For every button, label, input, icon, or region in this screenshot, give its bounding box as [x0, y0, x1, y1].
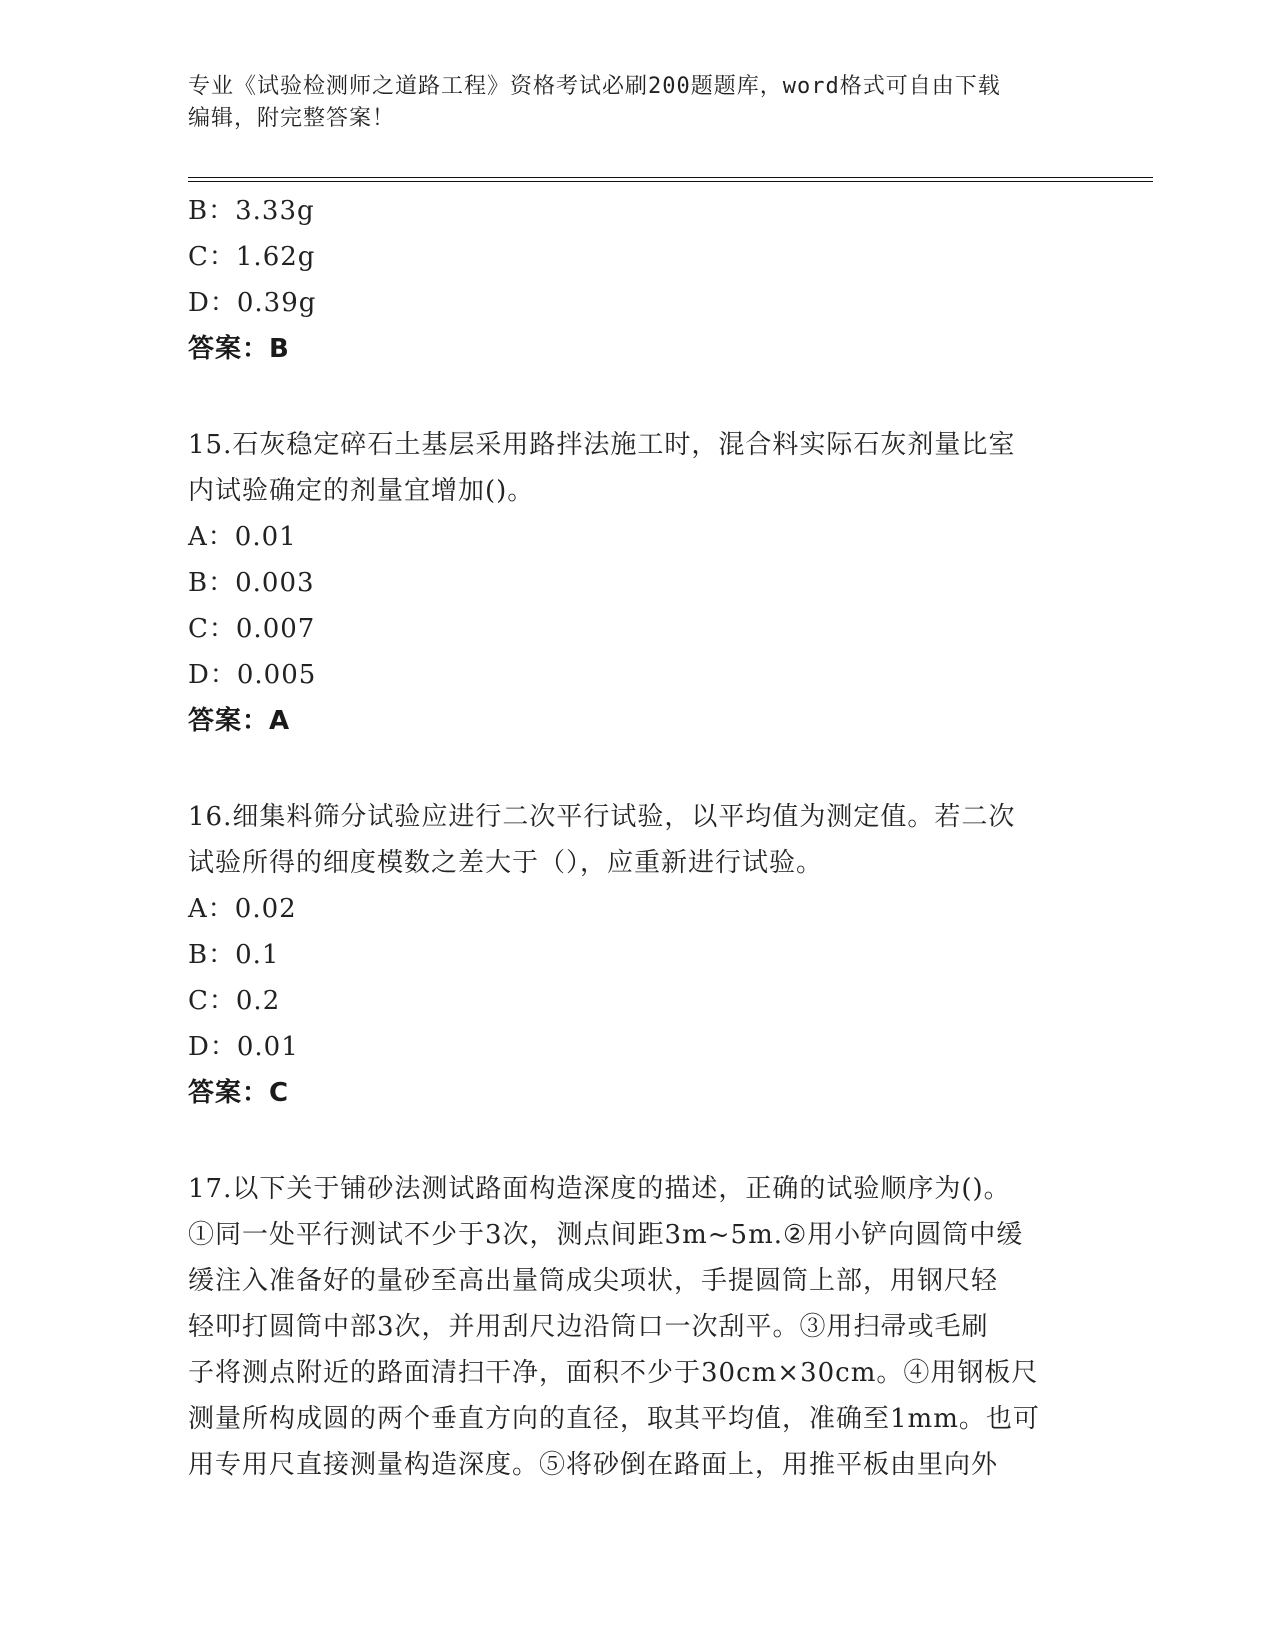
answer-line: 答案：A [188, 706, 291, 736]
question-text-line: 用专用尺直接测量构造深度。⑤将砂倒在路面上，用推平板由里向外 [188, 1450, 999, 1480]
answer-line: 答案：C [188, 1078, 290, 1108]
question-text-line: 缓注入准备好的量砂至高出量筒成尖项状，手提圆筒上部，用钢尺轻 [188, 1266, 999, 1296]
option-a: A：0.02 [188, 894, 297, 924]
header-line-2: 编辑，附完整答案！ [188, 106, 396, 131]
option-c: C：0.2 [188, 986, 281, 1016]
continued-question-block [188, 188, 1098, 372]
option-d: D：0.39g [188, 288, 317, 318]
question-text-line: 15.石灰稳定碎石土基层采用路拌法施工时，混合料实际石灰剂量比室 [188, 430, 1016, 460]
question-text-line: 测量所构成圆的两个垂直方向的直径，取其平均值，准确至1mm。也可 [188, 1404, 1040, 1434]
header-line-1: 专业《试验检测师之道路工程》资格考试必刷200题题库，word格式可自由下载 [188, 74, 1001, 99]
question-text-line: 子将测点附近的路面清扫干净，面积不少于30cm×30cm。④用钢板尺 [188, 1358, 1039, 1388]
header-rule-bottom [188, 181, 1153, 182]
document-header [188, 71, 1098, 135]
header-rule-top [188, 177, 1153, 178]
option-b: B：0.003 [188, 568, 315, 598]
question-content [188, 188, 1098, 1488]
question-text-line: 轻叩打圆筒中部3次，并用刮尺边沿筒口一次刮平。③用扫帚或毛刷 [188, 1312, 989, 1342]
question-17 [188, 1166, 1098, 1488]
option-d: D：0.005 [188, 660, 317, 690]
question-text-line: 17.以下关于铺砂法测试路面构造深度的描述，正确的试验顺序为()。 [188, 1174, 1011, 1204]
question-text-line: 16.细集料筛分试验应进行二次平行试验，以平均值为测定值。若二次 [188, 802, 1016, 832]
option-d: D：0.01 [188, 1032, 299, 1062]
option-a: A：0.01 [188, 522, 297, 552]
question-15 [188, 422, 1098, 744]
option-b: B：0.1 [188, 940, 280, 970]
answer-line: 答案：B [188, 334, 290, 364]
question-text-line: 试验所得的细度模数之差大于（），应重新进行试验。 [188, 848, 824, 878]
option-c: C：1.62g [188, 242, 316, 272]
question-16 [188, 794, 1098, 1116]
question-text-line: ①同一处平行测试不少于3次，测点间距3m~5m.②用小铲向圆筒中缓 [188, 1220, 1024, 1250]
question-text-line: 内试验确定的剂量宜增加()。 [188, 476, 535, 506]
option-b: B：3.33g [188, 196, 315, 226]
option-c: C：0.007 [188, 614, 316, 644]
